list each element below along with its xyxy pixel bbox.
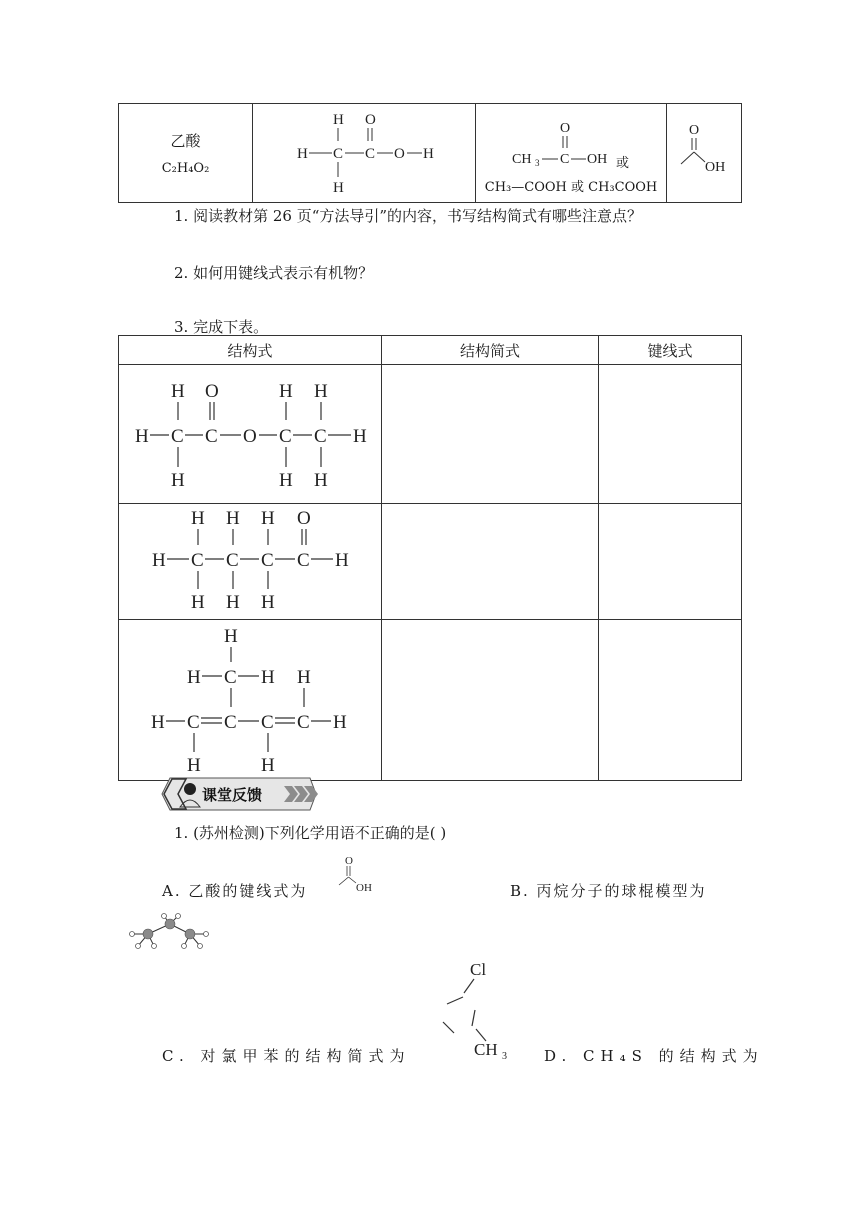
svg-text:Cl: Cl	[470, 960, 487, 979]
acetic-acid-simplified-formula	[476, 112, 666, 172]
structural-formula-cell	[253, 104, 476, 203]
svg-text:H: H	[261, 755, 275, 776]
classroom-feedback-banner	[160, 775, 330, 813]
option-c: C. 对氯甲苯的结构简式为	[162, 1047, 411, 1065]
question-3: 3. 完成下表。	[174, 318, 269, 336]
propane-ball-stick-model	[124, 912, 216, 954]
svg-text:H: H	[353, 426, 367, 447]
svg-text:O: O	[560, 120, 571, 136]
name-cell	[119, 104, 253, 203]
person-icon	[184, 783, 196, 795]
diene-simplified-answer[interactable]	[382, 620, 599, 781]
svg-text:C: C	[171, 426, 184, 447]
option-a: A. 乙酸的键线式为	[162, 882, 308, 900]
acetic-acid-skeletal-small	[334, 852, 380, 898]
svg-text:C: C	[333, 146, 344, 162]
feedback-title: 课堂反馈	[202, 786, 263, 804]
svg-text:H: H	[333, 712, 347, 733]
svg-text:H: H	[261, 667, 275, 688]
svg-text:3: 3	[535, 157, 540, 168]
svg-text:OH: OH	[587, 151, 608, 167]
svg-text:H: H	[261, 508, 275, 529]
exercise-table	[118, 335, 742, 781]
svg-text:H: H	[423, 146, 434, 162]
svg-text:C: C	[191, 550, 204, 571]
molecular-formula: C₂H₄O₂	[161, 161, 210, 176]
svg-text:CH: CH	[512, 151, 532, 167]
feedback-question: 1. (苏州检测)下列化学用语不正确的是( )	[174, 824, 447, 842]
svg-text:3: 3	[502, 1051, 507, 1062]
svg-text:H: H	[297, 146, 308, 162]
svg-text:C: C	[297, 550, 310, 571]
methylbutadiene-structural-formula	[119, 620, 381, 776]
svg-text:H: H	[226, 592, 240, 613]
acetic-acid-skeletal-formula	[667, 104, 741, 198]
aldehyde-skeletal-answer[interactable]	[599, 504, 742, 620]
ester-skeletal-answer[interactable]	[599, 365, 742, 504]
diene-skeletal-answer[interactable]	[599, 620, 742, 781]
svg-text:CH: CH	[474, 1040, 498, 1059]
svg-text:C: C	[224, 667, 237, 688]
header-skeletal: 键线式	[599, 336, 742, 365]
skeletal-formula-cell	[667, 104, 742, 203]
svg-text:C: C	[297, 712, 310, 733]
svg-text:C: C	[261, 550, 274, 571]
svg-text:C: C	[314, 426, 327, 447]
svg-text:H: H	[333, 112, 344, 128]
aldehyde-structure-cell	[119, 504, 382, 620]
chlorotoluene-structure	[418, 955, 518, 1065]
svg-text:H: H	[187, 755, 201, 776]
svg-text:O: O	[394, 146, 405, 162]
question-1: 1. 阅读教材第 26 页“方法导引”的内容，书写结构简式有哪些注意点？	[174, 207, 643, 225]
acetic-acid-structural-formula	[253, 104, 475, 198]
svg-text:H: H	[314, 470, 328, 491]
option-d: D. CH₄S 的结构式为	[544, 1047, 764, 1065]
svg-text:C: C	[279, 426, 292, 447]
svg-text:C: C	[187, 712, 200, 733]
svg-text:H: H	[224, 626, 238, 647]
svg-text:O: O	[243, 426, 257, 447]
svg-text:OH: OH	[356, 882, 372, 894]
option-b: B. 丙烷分子的球棍模型为	[510, 882, 707, 900]
svg-text:H: H	[171, 470, 185, 491]
table-row	[119, 365, 742, 504]
svg-text:C: C	[560, 151, 570, 167]
diene-structure-cell	[119, 620, 382, 781]
table-row	[119, 620, 742, 781]
svg-text:H: H	[333, 180, 344, 196]
svg-text:H: H	[261, 592, 275, 613]
svg-text:C: C	[205, 426, 218, 447]
header-simplified: 结构简式	[382, 336, 599, 365]
svg-text:O: O	[205, 381, 219, 402]
question-2: 2. 如何用键线式表示有机物？	[174, 264, 374, 282]
svg-text:O: O	[365, 112, 376, 128]
aldehyde-simplified-answer[interactable]	[382, 504, 599, 620]
simplified-formula-line2: CH₃—COOH 或 CH₃COOH	[484, 179, 658, 195]
compound-name: 乙酸	[170, 132, 201, 150]
svg-text:O: O	[345, 855, 353, 867]
svg-text:H: H	[151, 712, 165, 733]
svg-text:H: H	[187, 667, 201, 688]
svg-text:H: H	[314, 381, 328, 402]
svg-text:H: H	[279, 381, 293, 402]
svg-text:H: H	[171, 381, 185, 402]
svg-text:H: H	[191, 508, 205, 529]
svg-text:H: H	[335, 550, 349, 571]
svg-text:H: H	[135, 426, 149, 447]
svg-text:C: C	[224, 712, 237, 733]
ester-structure-cell	[119, 365, 382, 504]
or-label: 或	[616, 154, 630, 170]
ethyl-acetate-structural-formula	[119, 365, 381, 499]
svg-text:C: C	[226, 550, 239, 571]
svg-text:H: H	[191, 592, 205, 613]
svg-text:O: O	[689, 123, 700, 138]
svg-text:C: C	[261, 712, 274, 733]
header-structural: 结构式	[119, 336, 382, 365]
svg-text:H: H	[279, 470, 293, 491]
svg-text:H: H	[226, 508, 240, 529]
butanal-structural-formula	[119, 504, 381, 615]
acetic-acid-table	[118, 103, 742, 203]
svg-text:H: H	[297, 667, 311, 688]
svg-text:OH: OH	[705, 160, 726, 175]
svg-text:O: O	[297, 508, 311, 529]
svg-text:C: C	[365, 146, 376, 162]
simplified-formula-cell	[476, 104, 667, 203]
ester-simplified-answer[interactable]	[382, 365, 599, 504]
table-row	[119, 504, 742, 620]
svg-text:H: H	[152, 550, 166, 571]
